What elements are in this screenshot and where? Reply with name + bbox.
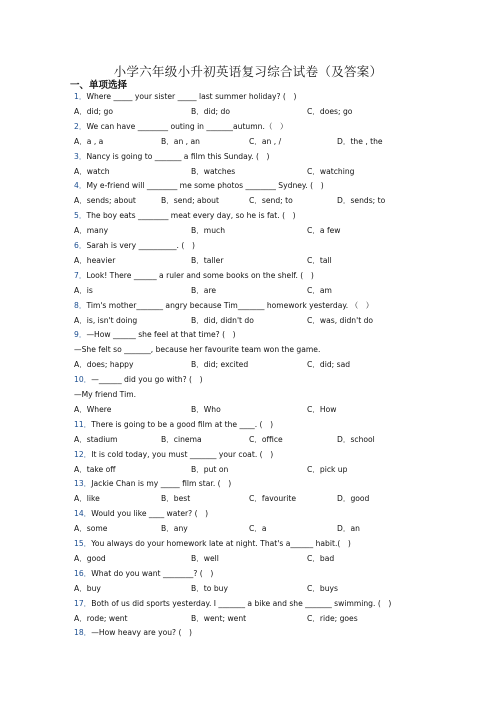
answer-option: A．rode; went (74, 613, 128, 623)
question-number: 12． (74, 449, 92, 459)
answer-option: B．did; excited (191, 360, 249, 370)
question-stem (74, 375, 203, 385)
question-text: Both of us did sports yesterday. I _______ a bike and she _______ swimming. ( ) (91, 598, 392, 608)
question-stem (74, 92, 296, 102)
answer-option: C．How (307, 404, 337, 414)
question-number: 8． (74, 300, 87, 310)
question-stem (74, 599, 391, 609)
answer-option: B．send; about (161, 196, 219, 206)
answer-option: B．taller (191, 255, 224, 265)
answer-option: C．watching (307, 166, 355, 176)
question-text: Would you like ____ water? ( ) (91, 509, 209, 519)
question-text: —She felt so _______, because her favourite team won the game. (74, 345, 321, 355)
question-text: My e-friend will ________ me some photos ________ Sydney. ( ) (86, 181, 324, 191)
question-text: —My friend Tim. (74, 390, 137, 399)
answer-option: C．am (307, 285, 332, 295)
answer-option: A．many (74, 226, 109, 236)
question-number: 9． (74, 330, 87, 340)
question-continuation (74, 345, 320, 355)
page-title: 小学六年级小升初英语复习综合试卷（及答案） (113, 64, 383, 79)
answer-option: B．put on (191, 464, 229, 474)
question-stem (74, 569, 213, 579)
question-stem (74, 509, 208, 519)
question-stem (74, 301, 373, 311)
answer-option: D．good (337, 494, 370, 504)
answer-option: B．did, didn't do (191, 315, 254, 325)
question-number: 10． (74, 375, 92, 385)
question-stem (74, 122, 288, 132)
answer-option: B．went; went (191, 613, 247, 623)
question-text: —______ did you go with? ( ) (91, 375, 203, 385)
answer-option: B．best (161, 494, 191, 504)
question-number: 1． (74, 92, 87, 101)
answer-option: A．Where (74, 404, 112, 414)
answer-option: A．is (74, 285, 93, 295)
question-text: Where _____ your sister _____ last summer holiday? ( ) (86, 92, 297, 101)
answer-option: B．well (191, 553, 219, 563)
answer-option: B．any (161, 524, 188, 534)
answer-option: A．did; go (74, 106, 113, 116)
answer-option: C．an , / (249, 136, 282, 146)
answer-option: B．Who (191, 404, 221, 414)
question-stem (74, 330, 236, 340)
answer-option: A．like (74, 494, 100, 504)
question-text: Look! There ______ a ruler and some books on the shelf. ( ) (86, 270, 314, 280)
answer-option: C．favourite (249, 494, 297, 504)
answer-option: A．heavier (74, 255, 116, 265)
question-number: 11． (74, 419, 92, 429)
answer-option: D．the , the (337, 136, 383, 146)
answer-option: D．school (337, 434, 375, 444)
question-text: What do you want ________? ( ) (91, 568, 214, 578)
answer-option: C．did; sad (307, 360, 351, 370)
answer-option: C．was, didn't do (307, 315, 374, 325)
question-stem (74, 539, 351, 549)
question-text: Nancy is going to _______ a film this Sunday. ( ) (86, 151, 270, 161)
answer-option: C．does; go (307, 106, 353, 116)
answer-option: C．send; to (249, 196, 293, 206)
question-continuation (74, 390, 136, 400)
answer-option: A．buy (74, 583, 101, 593)
question-text: Sarah is very __________. ( ) (86, 241, 195, 250)
answer-option: D．sends; to (337, 196, 386, 206)
question-number: 16． (74, 568, 92, 578)
answer-option: A．is, isn't doing (74, 315, 138, 325)
answer-option: A．a , a (74, 136, 104, 146)
question-stem (74, 450, 273, 460)
answer-option: A．does; happy (74, 360, 134, 370)
question-number: 13． (74, 479, 92, 489)
question-number: 2． (74, 121, 87, 131)
question-stem (74, 628, 192, 638)
answer-option: B．did; do (191, 106, 230, 116)
question-text: Jackie Chan is my _____ film star. ( ) (91, 479, 232, 489)
question-stem (74, 271, 314, 281)
question-number: 17． (74, 598, 92, 608)
question-stem (74, 211, 296, 221)
question-stem (74, 479, 231, 489)
question-number: 4． (74, 181, 87, 191)
question-text: It is cold today, you must _______ your coat. ( ) (91, 449, 274, 459)
answer-option: C．a few (307, 226, 341, 236)
answer-option: C．pick up (307, 464, 348, 474)
answer-option: C．office (249, 434, 283, 444)
answer-option: A．good (74, 553, 106, 563)
answer-option: A．some (74, 524, 108, 534)
question-stem (74, 420, 273, 430)
question-text: There is going to be a good film at the ____. ( ) (91, 419, 274, 429)
question-text: Tim's mother_______ angry because Tim_______ homework yesterday. （ ） (86, 300, 374, 310)
answer-option: A．stadium (74, 434, 118, 444)
question-number: 3． (74, 151, 87, 161)
question-number: 5． (74, 211, 87, 221)
question-number: 15． (74, 539, 92, 548)
question-text: —How ______ she feel at that time? ( ) (86, 330, 236, 340)
question-number: 6． (74, 241, 87, 250)
answer-option: A．take off (74, 464, 116, 474)
question-number: 7． (74, 270, 87, 280)
question-text: You always do your homework late at night. That's a______ habit.( ) (91, 539, 351, 548)
question-text: —How heavy are you? ( ) (91, 628, 192, 638)
answer-option: C．buys (307, 583, 338, 593)
answer-option: C．ride; goes (307, 613, 358, 623)
answer-option: C．bad (307, 553, 335, 563)
question-stem (74, 241, 195, 251)
answer-option: A．watch (74, 166, 110, 176)
answer-option: C．tall (307, 255, 332, 265)
question-number: 18． (74, 628, 92, 638)
answer-option: C．a (249, 524, 267, 534)
answer-option: B．watches (191, 166, 236, 176)
answer-option: A．sends; about (74, 196, 136, 206)
answer-option: B．an , an (161, 136, 200, 146)
section-heading: 一、单项选择 (70, 80, 128, 91)
answer-option: D．an (337, 524, 360, 534)
question-text: We can have ________ outing in _______autumn.（ ） (86, 121, 288, 131)
answer-option: B．cinema (161, 434, 202, 444)
question-stem (74, 181, 324, 191)
answer-option: B．are (191, 285, 217, 295)
answer-option: B．much (191, 226, 226, 236)
answer-option: B．to buy (191, 583, 228, 593)
question-stem (74, 152, 270, 162)
question-text: The boy eats ________ meat every day, so he is fat. ( ) (86, 211, 296, 221)
question-number: 14． (74, 509, 92, 519)
